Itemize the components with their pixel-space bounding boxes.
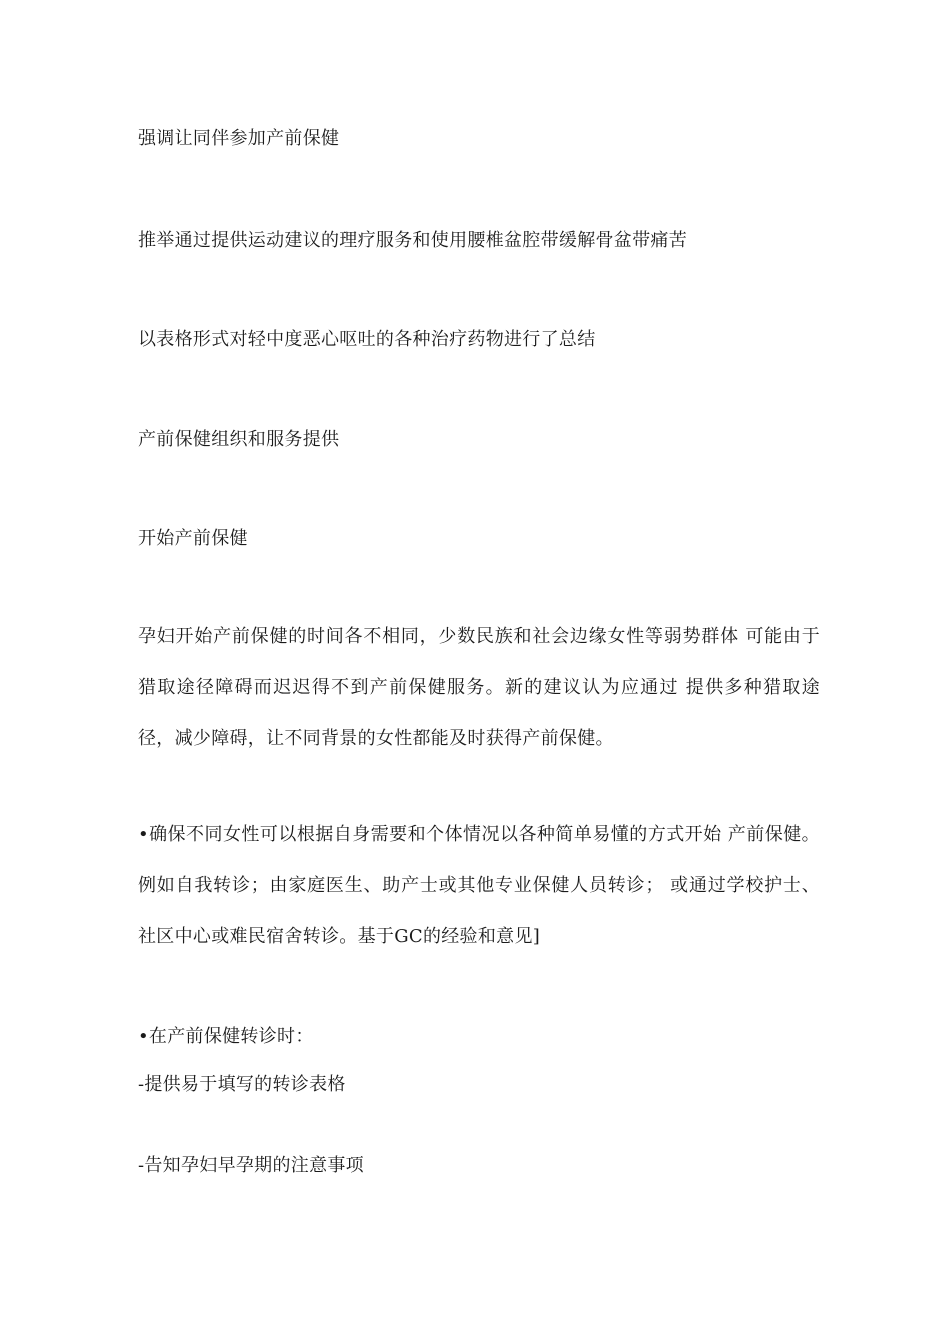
text-line-partner-involvement: 强调让同伴参加产前保健 [138, 128, 340, 149]
text-line-nausea-table: 以表格形式对轻中度恶心呕吐的各种治疗药物进行了总结 [138, 329, 596, 350]
dash-line-early-pregnancy-notice: -告知孕妇早孕期的注意事项 [138, 1155, 364, 1176]
section-heading-start-care: 开始产前保健 [138, 528, 248, 549]
bullet-line-referral: •在产前保健转诊时： [138, 1026, 314, 1047]
paragraph-start-timing: 孕妇开始产前保健的时间各不相同，少数民族和社会边缘女性等弱势群体 可能由于猎取途径障碍而迟迟得不到产前保健服务。新的建议认为应通过 提供多种猎取途径，减少障碍，让不同背景的女性都能及时获得产前保健。 [138, 626, 820, 749]
dash-line-referral-form: -提供易于填写的转诊表格 [138, 1074, 346, 1095]
text-line-physiotherapy: 推举通过提供运动建议的理疗服务和使用腰椎盆腔带缓解骨盆带痛苦 [138, 230, 687, 251]
section-heading-organization: 产前保健组织和服务提供 [138, 429, 340, 450]
bullet-paragraph-referral-options: •确保不同女性可以根据自身需要和个体情况以各种简单易懂的方式开始 产前保健。例如自我转诊；由家庭医生、助产士或其他专业保健人员转诊； 或通过学校护士、社区中心或难民宿舍转诊。基于GC的经验和意见] [138, 824, 820, 947]
